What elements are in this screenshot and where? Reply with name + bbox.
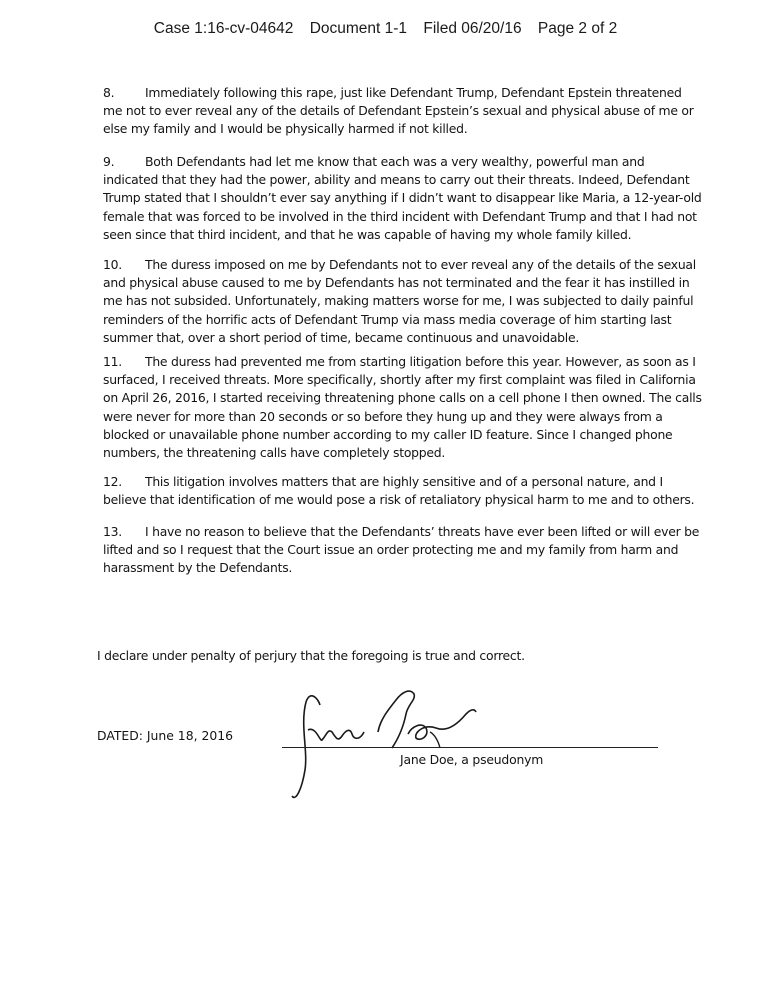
dated-line: DATED: June 18, 2016 — [97, 728, 233, 743]
paragraph-number: 12. — [103, 474, 122, 489]
signature-caption: Jane Doe, a pseudonym — [400, 752, 544, 767]
signature-line — [282, 747, 658, 748]
paragraph-11 — [103, 353, 703, 462]
paragraph-text: Immediately following this rape, just like Defendant Trump, Defendant Epstein threatened me not to ever reveal any of the details of Defendant Epstein’s sexual and physical abuse of me or else my family and I would be physically harmed if not killed. — [103, 85, 694, 137]
paragraph-text: The duress had prevented me from starting litigation before this year. However, as soon as I surfaced, I received threats. More specifically, shortly after my first complaint was filed in California on April 26, 2016, I started receiving threatening phone calls on a cell phone I then owned. The calls were never for more than 20 seconds or so before they hung up and they were always from a blocked or unavailable phone number according to my caller ID feature. Since I changed phone numbers, the threatening calls have completely stopped. — [103, 354, 702, 461]
paragraph-text: Both Defendants had let me know that each was a very wealthy, powerful man and indicated that they had the power, ability and means to carry out their threats. Indeed, Defendant Trump stated that I shouldn’t ever say anything if I didn’t want to disappear like Maria, a 12-year-old female that was forced to be involved in the third incident with Defendant Trump and that I had not seen since that third incident, and that he was capable of having my whole family killed. — [103, 154, 702, 242]
paragraph-text: The duress imposed on me by Defendants not to ever reveal any of the details of the sexual and physical abuse caused to me by Defendants has not terminated and the fear it has instilled in me has not subsided. Unfortunately, making matters worse for me, I was subjected to daily painful reminders of the horrific acts of Defendant Trump via mass media coverage of him starting last summer that, over a short period of time, became continuous and unavoidable. — [103, 257, 696, 345]
paragraph-9 — [103, 153, 703, 244]
paragraph-10 — [103, 256, 703, 347]
paragraph-text: I have no reason to believe that the Defendants’ threats have ever been lifted or will ever be lifted and so I request that the Court issue an order protecting me and my family from harm and harassment by the Defendants. — [103, 524, 700, 576]
paragraph-number: 11. — [103, 354, 122, 369]
paragraph-8 — [103, 84, 703, 139]
paragraph-number: 10. — [103, 257, 122, 272]
paragraph-number: 9. — [103, 154, 115, 169]
page-indicator: Page 2 of 2 — [537, 20, 618, 37]
paragraph-12 — [103, 473, 703, 509]
case-number: Case 1:16-cv-04642 — [153, 20, 294, 37]
declaration-statement: I declare under penalty of perjury that the foregoing is true and correct. — [97, 648, 525, 663]
paragraph-13 — [103, 523, 703, 578]
handwritten-signature — [280, 670, 500, 810]
case-header — [0, 20, 771, 38]
paragraph-number: 8. — [103, 85, 115, 100]
filed-date: Filed 06/20/16 — [423, 20, 522, 37]
paragraph-text: This litigation involves matters that are highly sensitive and of a personal nature, and I believe that identification of me would pose a risk of retaliatory physical harm to me and to others. — [103, 474, 695, 508]
paragraph-number: 13. — [103, 524, 122, 539]
document-number: Document 1-1 — [309, 20, 408, 37]
